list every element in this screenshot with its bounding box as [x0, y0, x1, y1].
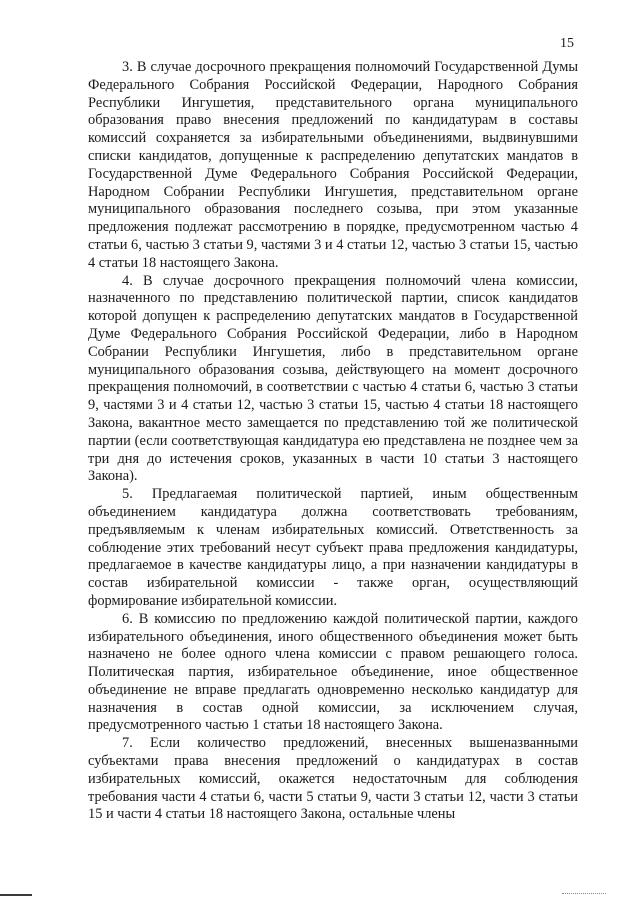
document-body	[88, 59, 578, 824]
paragraph-6: 6. В комиссию по предложению каждой политической партии, каждого избирательного объединения, иного общественного объединения может быть назначено не более одного члена комиссии с правом решающего голоса. Политическая партия, избирательное объединение, иное общественное объединение не вправе предлагать одновременно несколько кандидатур для назначения в состав одной комиссии, за исключением случая, предусмотренного частью 1 статьи 18 настоящего Закона.	[88, 610, 578, 734]
page-number: 15	[560, 36, 574, 51]
paragraph-7: 7. Если количество предложений, внесенных вышеназванными субъектами права внесения предложений о кандидатурах в состав избирательных комиссий, окажется недостаточным для соблюдения требования части 4 статьи 6, части 5 статьи 9, части 3 статьи 12, части 3 статьи 15 и части 4 статьи 18 настоящего Закона, остальные члены	[88, 735, 578, 823]
paragraph-3: 3. В случае досрочного прекращения полномочий Государственной Думы Федерального Собрания Российской Федерации, Народного Собрания Республики Ингушетия, представительного органа муниципального образования право внесения предложений по кандидатурам в составы комиссий сохраняется за избирательными объединениями, выдвинувшими списки кандидатов, допущенные к распределению депутатских мандатов в Государственной Думе Федерального Собрания Российской Федерации, Народном Собрании Республики Ингушетия, представительном органе муниципального образования последнего созыва, при этом указанные предложения подлежат рассмотрению в порядке, предусмотренном частью 4 статьи 6, частью 3 статьи 9, частями 3 и 4 статьи 12, частью 3 статьи 15, частью 4 статьи 18 настоящего Закона.	[88, 59, 578, 271]
scan-edge-mark	[0, 894, 32, 896]
paragraph-4: 4. В случае досрочного прекращения полномочий члена комиссии, назначенного по представлению политической партии, список кандидатов которой допущен к распределению депутатских мандатов в Государственной Думе Федерального Собрания Российской Федерации, либо в Народном Собрании Республики Ингушетия, либо в представительном органе муниципального образования созыва, действующего на момент досрочного прекращения полномочий, в соответствии с частью 4 статьи 6, частью 3 статьи 9, частями 3 и 4 статьи 12, частью 3 статьи 15, частью 4 статьи 18 настоящего Закона, вакантное место замещается по представлению той же политической партии (если соответствующая кандидатура ею представлена не позднее чем за три дня до истечения сроков, указанных в части 10 статьи 3 настоящего Закона).	[88, 272, 578, 485]
paragraph-5: 5. Предлагаемая политической партией, иным общественным объединением кандидатура должна соответствовать требованиям, предъявляемым к членам избирательных комиссий. Ответственность за соблюдение этих требований несут субъект права предложения кандидатуры, предлагаемое в качестве кандидатуры лицо, а при назначении кандидатуры в состав избирательной комиссии - также орган, осуществляющий формирование избирательной комиссии.	[88, 486, 578, 609]
scan-dotted-mark	[562, 893, 606, 895]
